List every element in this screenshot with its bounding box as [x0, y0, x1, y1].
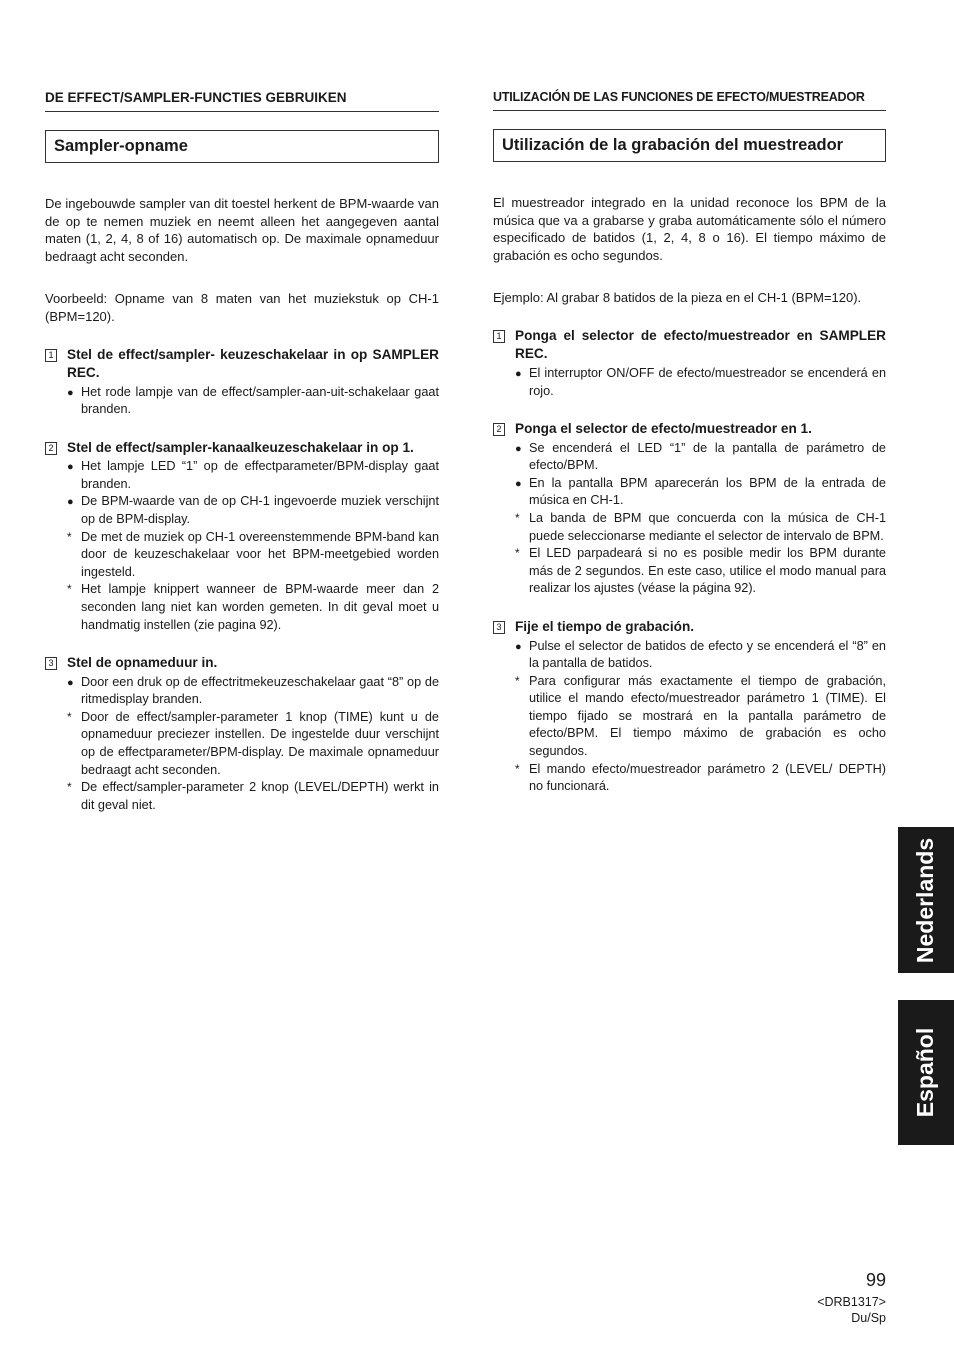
- section-header: UTILIZACIÓN DE LAS FUNCIONES DE EFECTO/MUESTREADOR: [493, 90, 886, 111]
- step-number-box: 2: [45, 442, 57, 455]
- language-tab-espanol: [898, 1000, 954, 1145]
- bullet-icon: ●: [515, 477, 522, 490]
- note-item: [45, 493, 439, 528]
- step-3: [493, 618, 886, 796]
- note-item: [45, 384, 439, 419]
- step-title-text: Stel de opnameduur in.: [67, 655, 218, 671]
- column-espanol: [493, 90, 886, 796]
- note-text: Se encenderá el LED “1” de la pantalla de parámetro de efecto/BPM.: [529, 440, 886, 473]
- asterisk-icon: *: [515, 673, 520, 688]
- step-notes: [493, 365, 886, 400]
- intro-paragraph: El muestreador integrado en la unidad reconoce los BPM de la música que va a grabarse y graba automáticamente sólo el número especificado de batidos (1, 2, 4, 8 o 16). El tiempo máximo de grabación es ocho segundos.: [493, 195, 886, 263]
- language-tab-nederlands: [898, 827, 954, 973]
- step-title: [45, 346, 439, 383]
- note-item: [45, 779, 439, 814]
- step-2: [493, 420, 886, 598]
- bullet-icon: ●: [515, 367, 522, 380]
- bullet-icon: ●: [67, 676, 74, 689]
- step-3: [45, 654, 439, 814]
- page-number: 99: [865, 1270, 886, 1290]
- bullet-icon: ●: [67, 461, 74, 474]
- note-item: [493, 673, 886, 761]
- steps-list: [493, 327, 886, 796]
- step-1: [45, 346, 439, 419]
- step-title: [493, 618, 886, 637]
- step-notes: [45, 384, 439, 419]
- model-code: <DRB1317>: [817, 1295, 886, 1309]
- asterisk-icon: *: [515, 546, 520, 561]
- step-title: [45, 654, 439, 673]
- note-item: [45, 581, 439, 634]
- note-item: [45, 709, 439, 779]
- tab-label: Español: [912, 1027, 939, 1118]
- note-item: [493, 440, 886, 475]
- example-paragraph: Ejemplo: Al grabar 8 batidos de la pieza en el CH-1 (BPM=120).: [493, 290, 862, 306]
- note-item: [45, 529, 439, 582]
- asterisk-icon: *: [67, 780, 72, 795]
- note-text: En la pantalla BPM aparecerán los BPM de la entrada de música en CH-1.: [529, 475, 886, 508]
- step-title: [45, 439, 439, 458]
- note-item: [493, 475, 886, 510]
- step-title-text: Stel de effect/sampler- keuzeschakelaar in op SAMPLER REC.: [67, 346, 439, 381]
- note-item: [493, 761, 886, 796]
- step-number-box: 3: [45, 657, 57, 670]
- note-text: Pulse el selector de batidos de efecto y se encenderá el “8” en la pantalla de batidos.: [529, 638, 886, 671]
- note-text: De effect/sampler-parameter 2 knop (LEVEL/DEPTH) werkt in dit geval niet.: [81, 780, 439, 812]
- step-number-box: 1: [45, 349, 57, 362]
- bullet-icon: ●: [67, 386, 74, 399]
- note-item: [493, 545, 886, 598]
- step-title: [493, 420, 886, 439]
- asterisk-icon: *: [67, 582, 72, 597]
- step-title-text: Ponga el selector de efecto/muestreador en 1.: [515, 421, 812, 437]
- step-number-box: 1: [493, 330, 505, 343]
- note-text: El interruptor ON/OFF de efecto/muestreador se encenderá en rojo.: [529, 365, 886, 398]
- step-number-box: 3: [493, 621, 505, 634]
- note-item: [493, 510, 886, 545]
- note-item: [493, 638, 886, 673]
- bullet-icon: ●: [515, 640, 522, 653]
- step-2: [45, 439, 439, 634]
- note-text: La banda de BPM que concuerda con la música de CH-1 puede seleccionarse mediante el selector de intervalo de BPM.: [529, 511, 886, 543]
- note-text: Het lampje LED “1” op de effectparameter/BPM-display gaat branden.: [81, 459, 439, 491]
- note-text: Para configurar más exactamente el tiempo de grabación, utilice el mando efecto/muestreador parámetro 1 (TIME). El tiempo fijado se mostrará en la pantalla parámetro de efecto/BPM. El tiempo máximo de grabación es ocho segundos.: [529, 673, 886, 759]
- document-code: [817, 1294, 886, 1326]
- note-text: El LED parpadeará si no es posible medir los BPM durante más de 2 segundos. En este caso, utilice el modo manual para realizar los ajustes (véase la página 92).: [529, 546, 886, 596]
- section-title: Sampler-opname: [45, 130, 439, 163]
- intro-paragraph: De ingebouwde sampler van dit toestel herkent de BPM-waarde van de op te nemen muziek en neemt alleen het aangegeven aantal maten (1, 2, 4, 8 of 16) automatisch op. De maximale opnameduur bedraagt acht seconden.: [45, 196, 439, 264]
- step-notes: [493, 638, 886, 796]
- note-item: [45, 674, 439, 709]
- section-header: DE EFFECT/SAMPLER-FUNCTIES GEBRUIKEN: [45, 90, 439, 112]
- note-text: Het rode lampje van de effect/sampler-aan-uit-schakelaar gaat branden.: [81, 384, 439, 417]
- asterisk-icon: *: [67, 709, 72, 724]
- note-text: Door een druk op de effectritmekeuzeschakelaar gaat “8” op de ritmedisplay branden.: [81, 674, 439, 707]
- step-notes: [493, 440, 886, 598]
- asterisk-icon: *: [515, 511, 520, 526]
- note-text: El mando efecto/muestreador parámetro 2 (LEVEL/ DEPTH) no funcionará.: [529, 761, 886, 794]
- step-title: [493, 327, 886, 364]
- column-nederlands: [45, 90, 439, 814]
- note-text: De met de muziek op CH-1 overeenstemmende BPM-band kan door de keuzeschakelaar voor het BPM-meetgebied worden ingesteld.: [81, 529, 439, 579]
- note-item: [493, 365, 886, 400]
- tab-label: Nederlands: [912, 837, 939, 963]
- step-notes: [45, 458, 439, 634]
- step-title-text: Stel de effect/sampler-kanaalkeuzeschakelaar in op 1.: [67, 439, 414, 455]
- note-text: Het lampje knippert wanneer de BPM-waarde meer dan 2 seconden lang niet kan worden gemeten. In dit geval moet u handmatig instellen (zie pagina 92).: [81, 582, 439, 632]
- step-number-box: 2: [493, 423, 505, 436]
- note-text: Door de effect/sampler-parameter 1 knop (TIME) kunt u de opnameduur preciezer instellen. De ingestelde duur verschijnt op de effectparameter/BPM-display. De maximale opnameduur bedraagt acht seconden.: [81, 709, 439, 777]
- step-title-text: Fije el tiempo de grabación.: [515, 619, 695, 634]
- section-title: Utilización de la grabación del muestreador: [493, 129, 886, 162]
- language-code: Du/Sp: [851, 1311, 886, 1325]
- asterisk-icon: *: [515, 761, 520, 776]
- bullet-icon: ●: [515, 442, 522, 455]
- step-notes: [45, 674, 439, 815]
- note-text: De BPM-waarde van de op CH-1 ingevoerde muziek verschijnt op de BPM-display.: [81, 494, 439, 527]
- step-title-text: Ponga el selector de efecto/muestreador en SAMPLER REC.: [515, 327, 886, 362]
- note-item: [45, 458, 439, 493]
- step-1: [493, 327, 886, 400]
- asterisk-icon: *: [67, 529, 72, 544]
- bullet-icon: ●: [67, 496, 74, 509]
- steps-list: [45, 346, 439, 815]
- example-paragraph: Voorbeeld: Opname van 8 maten van het muziekstuk op CH-1 (BPM=120).: [45, 291, 439, 324]
